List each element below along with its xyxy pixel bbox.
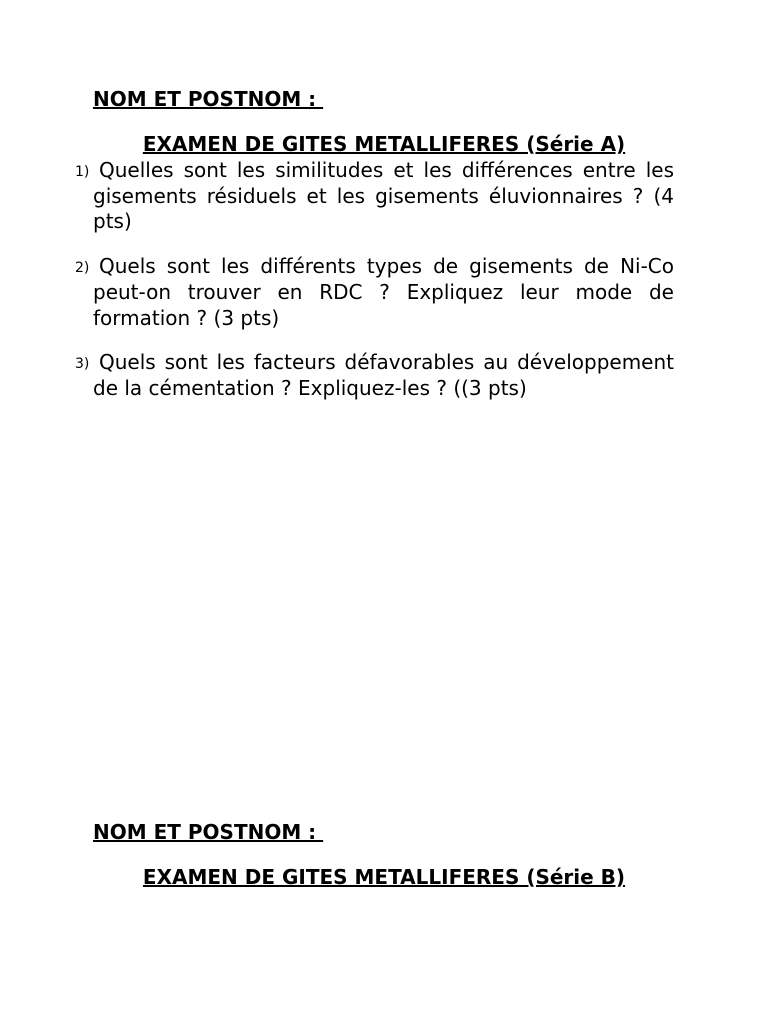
question-item: [75, 158, 674, 235]
name-field-label: NOM ET POSTNOM :: [93, 87, 324, 111]
exam-title: [0, 131, 768, 157]
question-number: 2): [75, 260, 90, 277]
question-text: Quels sont les facteurs défavorables au développement de la cémentation ? Expliquez-les ? ((3 pts): [93, 350, 674, 400]
question-text: Quels sont les différents types de gisements de Ni-Co peut-on trouver en RDC ? Expliquez leur mode de formation ? (3 pts): [93, 254, 674, 330]
question-list: [0, 158, 768, 421]
question-number: 1): [75, 164, 90, 180]
question-number: 3): [75, 356, 90, 373]
name-field-label: NOM ET POSTNOM :: [93, 820, 324, 844]
question-text: Quelles sont les similitudes et les différences entre les gisements résiduels et les gisements éluvionnaires ? (4 pts): [93, 158, 674, 234]
exam-title-text: EXAMEN DE GITES METALLIFERES (Série B): [142, 865, 626, 889]
question-item: [75, 254, 674, 331]
exam-title-text: EXAMEN DE GITES METALLIFERES (Série A): [142, 132, 626, 156]
exam-title: [0, 864, 768, 890]
question-item: [75, 350, 674, 401]
